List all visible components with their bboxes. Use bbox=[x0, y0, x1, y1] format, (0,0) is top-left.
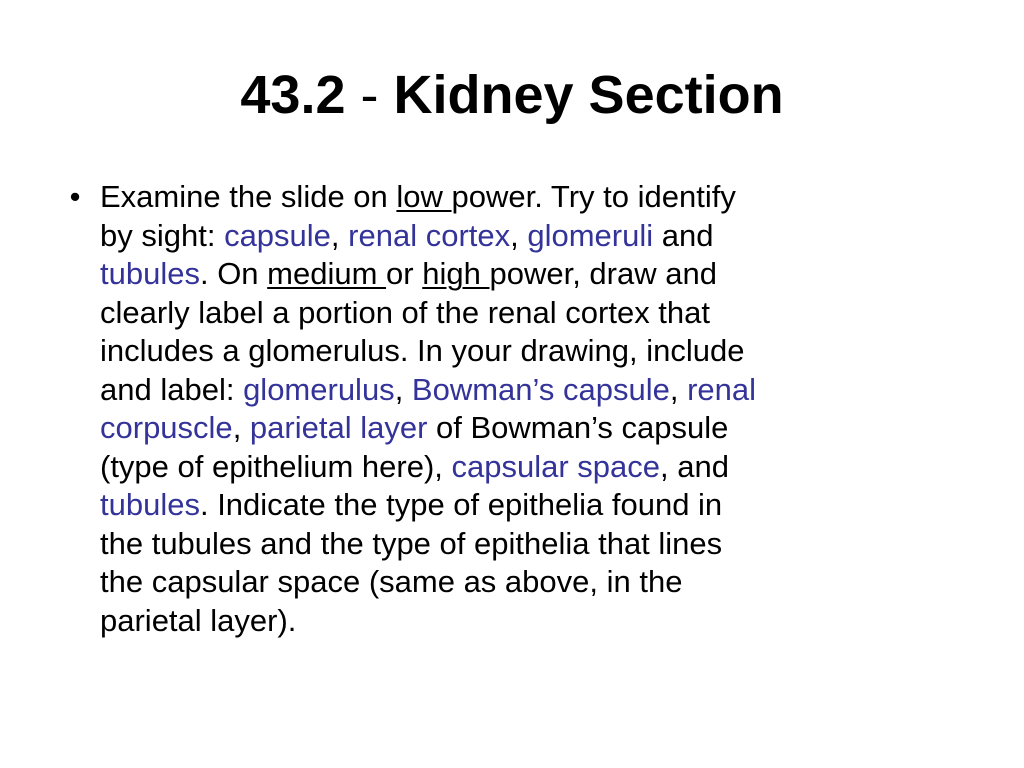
text-run: includes a glomerulus. In your drawing, include bbox=[100, 333, 745, 368]
text-run: by sight: bbox=[100, 217, 225, 253]
key-term: renal cortex bbox=[348, 217, 511, 253]
underlined-text: high bbox=[422, 256, 490, 291]
text-line bbox=[100, 371, 960, 410]
text-run: and bbox=[653, 217, 714, 253]
text-line bbox=[100, 409, 960, 448]
title-number: 43.2 bbox=[240, 65, 346, 125]
text-run: power, draw and bbox=[489, 256, 717, 291]
text-run: Examine the slide on bbox=[100, 179, 397, 214]
key-term: glomeruli bbox=[527, 217, 654, 253]
title-text: Kidney Section bbox=[393, 65, 784, 125]
slide-body bbox=[60, 178, 960, 640]
text-run: , bbox=[394, 371, 412, 407]
text-line bbox=[100, 178, 960, 217]
key-term: renal bbox=[687, 371, 756, 407]
text-run: , bbox=[669, 371, 688, 407]
text-run: (type of epithelium here), bbox=[100, 448, 452, 484]
text-line bbox=[100, 602, 960, 641]
key-term: tubules bbox=[100, 256, 200, 291]
title-separator: - bbox=[360, 65, 379, 125]
text-run: . On bbox=[199, 256, 268, 291]
underlined-text: medium bbox=[267, 256, 387, 291]
text-run: , bbox=[510, 217, 528, 253]
text-run: , bbox=[232, 410, 250, 445]
key-term: glomerulus bbox=[243, 371, 395, 407]
text-line bbox=[100, 217, 960, 256]
text-run: of Bowman’s capsule bbox=[427, 410, 729, 445]
text-run: parietal layer). bbox=[100, 602, 297, 638]
text-run: , and bbox=[660, 448, 729, 484]
text-run: power. Try to identify bbox=[451, 179, 736, 214]
text-line bbox=[100, 294, 960, 333]
bullet-text bbox=[100, 178, 960, 640]
slide-title bbox=[0, 60, 1024, 130]
key-term: Bowman’s capsule bbox=[411, 371, 670, 407]
text-run: and label: bbox=[100, 371, 244, 407]
bullet-marker: • bbox=[69, 179, 81, 214]
text-run: , bbox=[330, 217, 349, 253]
text-line bbox=[100, 332, 960, 371]
text-line bbox=[100, 255, 960, 294]
key-term: corpuscle bbox=[100, 410, 233, 445]
key-term: capsule bbox=[224, 217, 331, 253]
text-line bbox=[100, 448, 960, 487]
text-line bbox=[100, 525, 960, 564]
text-line bbox=[100, 486, 960, 525]
text-run: . Indicate the type of epithelia found in bbox=[199, 487, 723, 522]
key-term: capsular space bbox=[451, 448, 661, 484]
text-run: the capsular space (same as above, in the bbox=[100, 564, 683, 599]
text-run: the tubules and the type of epithelia that lines bbox=[100, 525, 723, 561]
text-line bbox=[100, 563, 960, 602]
underlined-text: low bbox=[396, 179, 452, 214]
key-term: parietal layer bbox=[249, 410, 428, 445]
key-term: tubules bbox=[100, 487, 200, 522]
bullet-item bbox=[60, 178, 960, 640]
text-run: or bbox=[386, 256, 423, 291]
text-run: clearly label a portion of the renal cortex that bbox=[100, 294, 711, 330]
